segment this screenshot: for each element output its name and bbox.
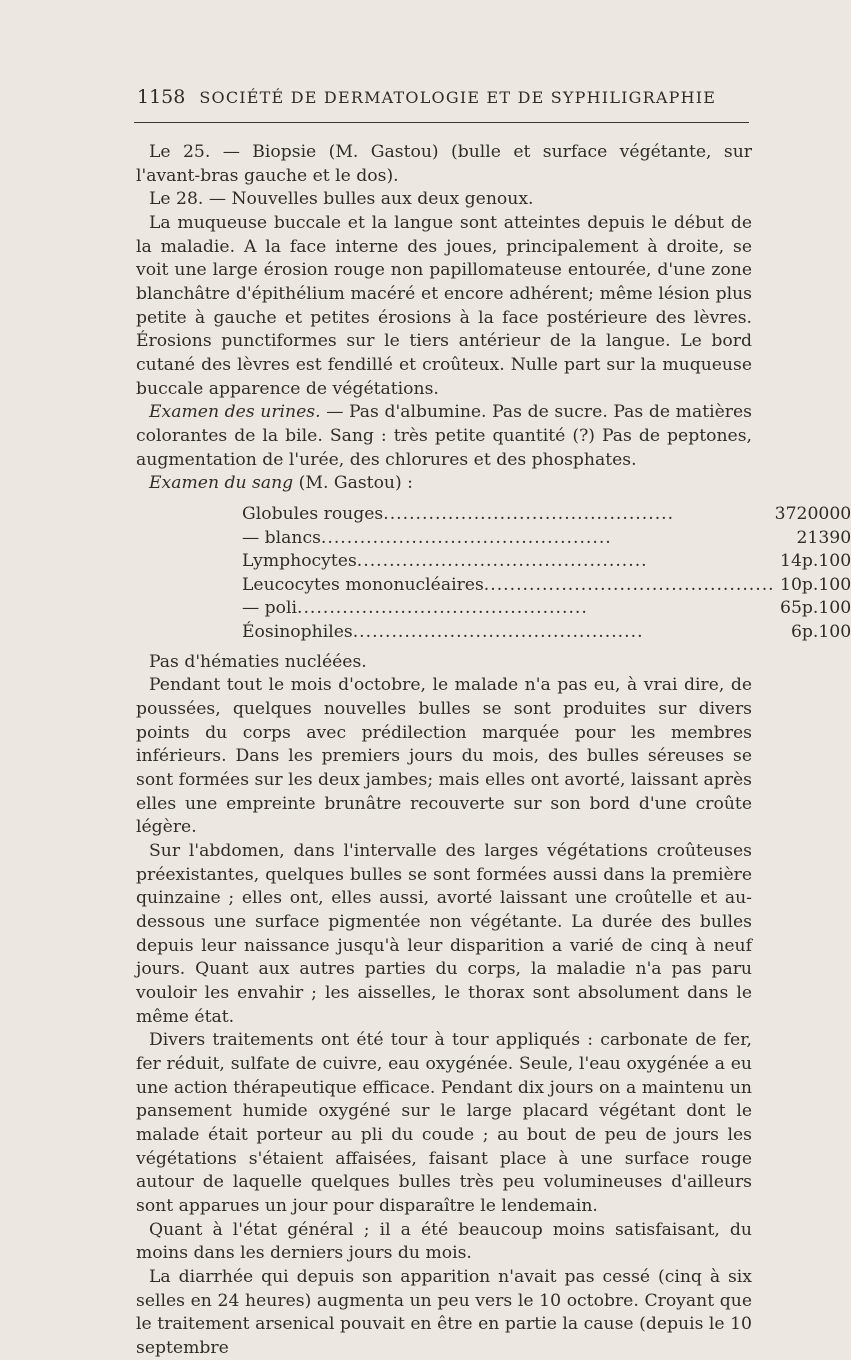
blood-label: Lymphocytes: [242, 551, 357, 572]
table-row: — blancs............................................. 21390: [242, 527, 851, 551]
paragraph-october: Pendant tout le mois d'octobre, le malade n'a pas eu, à vrai dire, de poussées, quelques nouvelles bulles se sont produites sur divers points du corps avec prédilection marquée pour les membres inférieurs. Dans les premiers jours du mois, des bulles séreuses se sont formées sur les deux jambes; mais elles ont avorté, laissant après elles une empreinte brunâtre recouverte sur son bord d'une croûte légère.: [136, 675, 752, 838]
paragraph-new-bullae: Le 28. — Nouvelles bulles aux deux genoux.: [149, 189, 534, 210]
paragraph-blood-exam: [136, 472, 752, 496]
table-row: Lymphocytes............................................. 14p.100: [242, 550, 851, 574]
paragraph-biopsy: Le 25. — Biopsie (M. Gastou) (bulle et surface végétante, sur l'avant-bras gauche et le dos).: [136, 142, 752, 186]
blood-count-table: [242, 503, 851, 645]
urine-exam-text: — Pas d'albumine. Pas de sucre. Pas de matières colorantes de la bile. Sang : très petite quantité (?) Pas de peptones, augmentation de l'urée, des chlorures et des phosphates.: [136, 402, 752, 470]
blood-label: Globules rouges: [242, 503, 384, 524]
paragraph-diarrhea: La diarrhée qui depuis son apparition n'avait pas cessé (cinq à six selles en 24 heures) augmenta un peu vers le 10 octobre. Croyant que le traitement arsenical pouvait en être en partie la cause (depuis le 10 septembre: [136, 1266, 752, 1358]
blood-exam-text: (M. Gastou) :: [293, 473, 413, 494]
running-title: SOCIÉTÉ DE DERMATOLOGIE ET DE SYPHILIGRAPHIE: [199, 88, 717, 107]
header-rule: [134, 122, 749, 123]
blood-value: 65p.100: [780, 598, 851, 619]
table-row: Leucocytes mononucléaires............................................. 10p.100: [242, 574, 851, 598]
table-row: — poli............................................. 65p.100: [242, 597, 851, 621]
urine-exam-label: Examen des urines.: [149, 402, 321, 423]
paragraph-urine-exam: [136, 401, 752, 472]
body-text: [136, 141, 851, 1360]
blood-value: 6p.100: [790, 622, 851, 643]
blood-exam-label: Examen du sang: [149, 473, 294, 494]
blood-label: Leucocytes mononucléaires: [242, 574, 484, 595]
paragraph-oral-mucosa: La muqueuse buccale et la langue sont atteintes depuis le début de la maladie. A la face interne des joues, principalement à droite, se voit une large érosion rouge non papillomateuse entourée, d'une zone blanchâtre d'épithélium macéré et encore adhérent; même lésion plus petite à gauche et petites érosions à la face postérieure des lèvres. Érosions punctiformes sur le tiers antérieur de la langue. Le bord cutané des lèvres est fendillé et croûteux. Nulle part sur la muqueuse buccale apparence de végétations.: [136, 212, 752, 399]
paragraph-abdomen: Sur l'abdomen, dans l'intervalle des larges végétations croûteuses préexistantes, quelques bulles se sont formées aussi dans la première quinzaine ; elles ont, elles aussi, avorté laissant une croûtelle et au-dessous une surface pigmentée non végétante. La durée des bulles depuis leur naissance jusqu'à leur disparition a varié de cinq à neuf jours. Quant aux autres parties du corps, la maladie n'a pas paru vouloir les envahir ; les aisselles, le thorax sont absolument dans le même état.: [136, 841, 752, 1027]
blood-value: 14p.100: [780, 551, 851, 572]
blood-value: 10p.100: [780, 574, 851, 595]
blood-value: 3720000: [774, 503, 851, 524]
paragraph-general-state: Quant à l'état général ; il a été beaucoup moins satisfaisant, du moins dans les derniers jours du mois.: [136, 1219, 752, 1264]
blood-value: 21390: [796, 527, 851, 548]
table-row: Globules rouges............................................. 3720000: [242, 503, 851, 527]
blood-label: — poli: [242, 598, 297, 619]
paragraph-no-nucleated: Pas d'hématies nucléées.: [149, 651, 367, 672]
blood-label: — blancs: [242, 527, 321, 548]
page-number: 1158: [137, 86, 186, 108]
running-header: [137, 86, 757, 108]
table-row: Éosinophiles............................................. 6p.100: [242, 621, 851, 645]
paragraph-treatments: Divers traitements ont été tour à tour appliqués : carbonate de fer, fer réduit, sulfate de cuivre, eau oxygénée. Seule, l'eau oxygénée a eu une action thérapeutique efficace. Pendant dix jours on a maintenu un pansement humide oxygéné sur le large placard végétant dont le malade était porteur au pli du coude ; au bout de peu de jours les végétations s'étaient affaisées, faisant place à une surface rouge autour de laquelle quelques bulles très peu volumineuses d'ailleurs sont apparues un jour pour disparaître le lendemain.: [136, 1030, 752, 1216]
blood-label: Éosinophiles: [242, 622, 353, 643]
